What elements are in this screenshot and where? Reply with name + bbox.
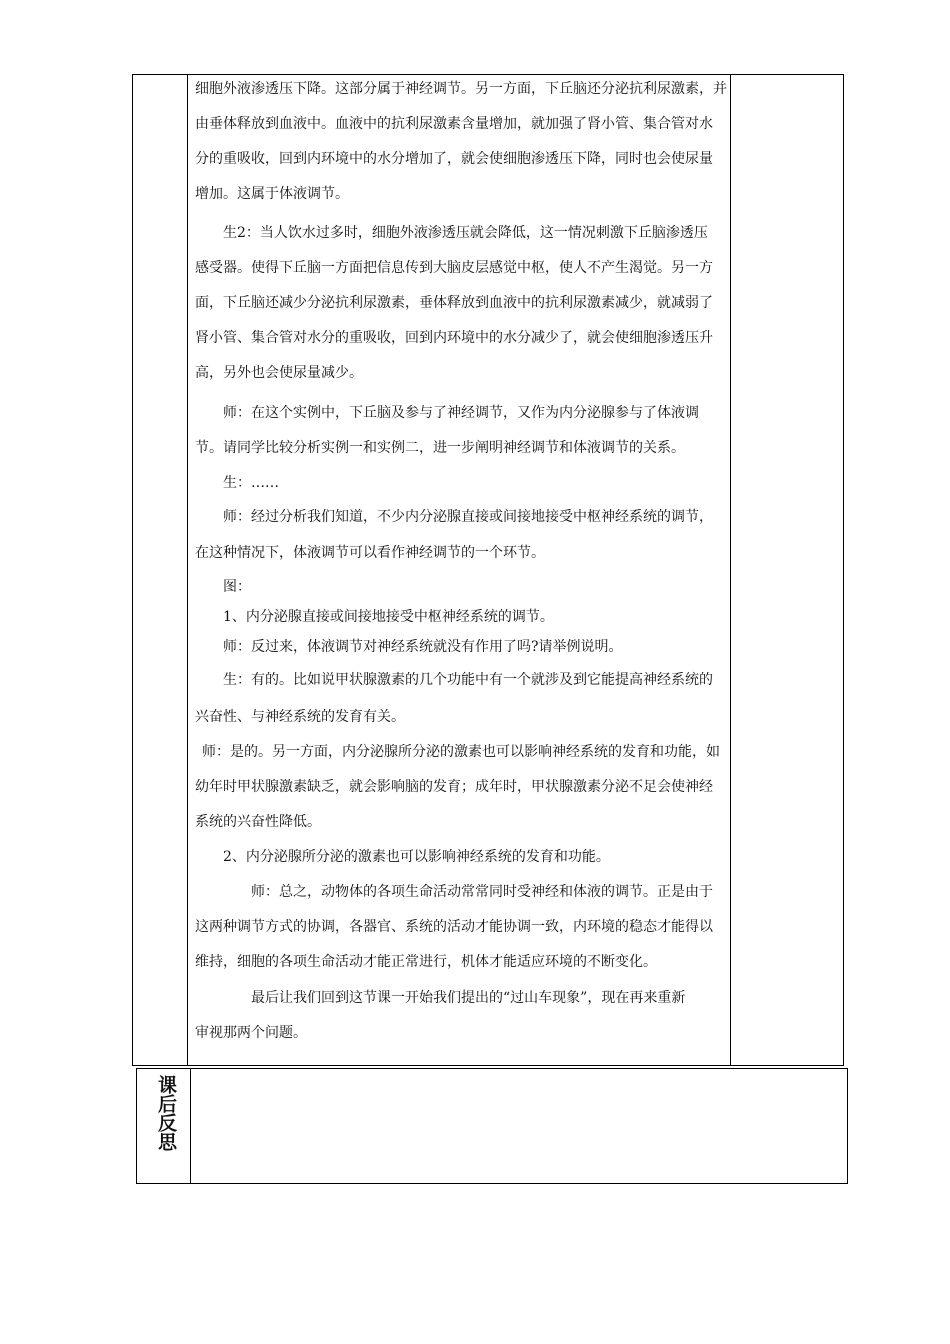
lesson-table bbox=[132, 74, 844, 1066]
text-line: 系统的兴奋性降低。 bbox=[195, 814, 321, 830]
text-line: 高，另外也会使尿量减少。 bbox=[195, 365, 363, 381]
text-line: 增加。这属于体液调节。 bbox=[195, 186, 349, 202]
lesson-left-column bbox=[133, 75, 188, 1065]
reflection-content-cell[interactable] bbox=[191, 1069, 847, 1183]
text-line: 师：是的。另一方面，内分泌腺所分泌的激素也可以影响神经系统的发育和功能，如 bbox=[202, 744, 720, 760]
text-line: 生：有的。比如说甲状腺激素的几个功能中有一个就涉及到它能提高神经系统的 bbox=[223, 672, 713, 688]
text-line: 感受器。使得下丘脑一方面把信息传到大脑皮层感觉中枢，使人不产生渴觉。另一方 bbox=[195, 260, 713, 276]
text-line: 生2：当人饮水过多时，细胞外液渗透压就会降低，这一情况刺激下丘脑渗透压 bbox=[223, 225, 708, 241]
lesson-content-column bbox=[188, 75, 731, 1065]
text-line: 审视那两个问题。 bbox=[195, 1025, 307, 1041]
text-line: 这两种调节方式的协调，各器官、系统的活动才能协调一致，内环境的稳态才能得以 bbox=[195, 919, 713, 935]
text-line: 师：经过分析我们知道，不少内分泌腺直接或间接地接受中枢神经系统的调节， bbox=[223, 509, 713, 525]
text-line: 幼年时甲状腺激素缺乏，就会影响脑的发育；成年时，甲状腺激素分泌不足会使神经 bbox=[195, 779, 713, 795]
text-line: 生：…… bbox=[223, 475, 279, 491]
reflection-label-cell bbox=[137, 1069, 191, 1183]
text-line: 师：反过来，体液调节对神经系统就没有作用了吗?请举例说明。 bbox=[223, 639, 623, 655]
text-line: 在这种情况下，体液调节可以看作神经调节的一个环节。 bbox=[195, 545, 545, 561]
text-line: 师：在这个实例中，下丘脑及参与了神经调节，又作为内分泌腺参与了体液调 bbox=[223, 405, 699, 421]
text-line: 肾小管、集合管对水分的重吸收，回到内环境中的水分减少了，就会使细胞渗透压升 bbox=[195, 330, 713, 346]
text-line: 分的重吸收，回到内环境中的水分增加了，就会使细胞渗透压下降，同时也会使尿量 bbox=[195, 151, 713, 167]
text-line: 细胞外液渗透压下降。这部分属于神经调节。另一方面，下丘脑还分泌抗利尿激素，并 bbox=[195, 81, 727, 97]
text-line: 兴奋性、与神经系统的发育有关。 bbox=[195, 709, 405, 725]
lesson-right-column bbox=[731, 75, 843, 1065]
text-line: 节。请同学比较分析实例一和实例二，进一步阐明神经调节和体液调节的关系。 bbox=[195, 440, 685, 456]
reflection-label: 课后反思 bbox=[155, 1075, 177, 1151]
text-line: 图： bbox=[223, 579, 251, 595]
text-line: 1、内分泌腺直接或间接地接受中枢神经系统的调节。 bbox=[223, 609, 554, 625]
text-line: 师：总之，动物体的各项生命活动常常同时受神经和体液的调节。正是由于 bbox=[251, 884, 713, 900]
text-line: 面，下丘脑还减少分泌抗利尿激素，垂体释放到血液中的抗利尿激素减少，就减弱了 bbox=[195, 295, 713, 311]
text-line: 由垂体释放到血液中。血液中的抗利尿激素含量增加，就加强了肾小管、集合管对水 bbox=[195, 116, 713, 132]
reflection-table bbox=[136, 1068, 848, 1184]
text-line: 维持，细胞的各项生命活动才能正常进行，机体才能适应环境的不断变化。 bbox=[195, 954, 657, 970]
text-line: 2、内分泌腺所分泌的激素也可以影响神经系统的发育和功能。 bbox=[223, 849, 610, 865]
text-line: 最后让我们回到这节课一开始我们提出的“过山车现象”，现在再来重新 bbox=[251, 990, 686, 1006]
